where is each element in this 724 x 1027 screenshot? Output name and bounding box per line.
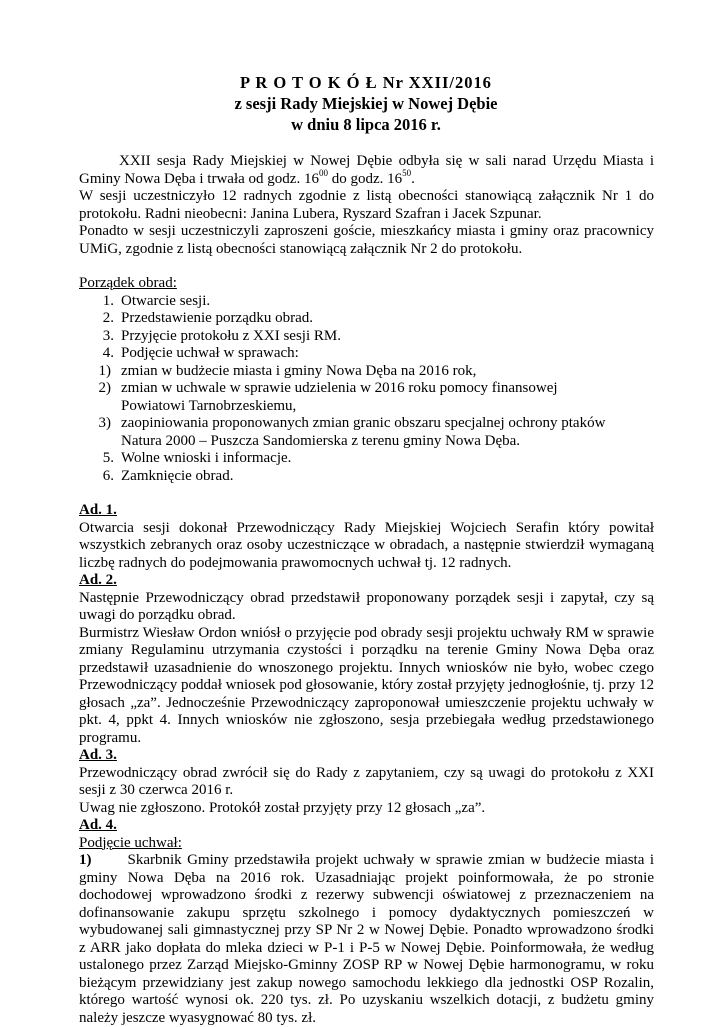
agenda-item: 3. Przyjęcie protokołu z XXI sesji RM. xyxy=(102,327,341,344)
ad4-subheading: Podjęcie uchwał: xyxy=(79,834,182,851)
intro-text-a: XXII sesja Rady Miejskiej w Nowej Dębie odbyła się w sali narad Urzędu Miasta i Gminy Nowa Dęba i trwała od godz. 16 xyxy=(79,153,654,187)
title-line-2: z sesji Rady Miejskiej w Nowej Dębie xyxy=(234,94,498,113)
agenda-item: 5. Wolne wnioski i informacje. xyxy=(102,450,292,466)
agenda-item: 1. Otwarcie sesji. xyxy=(102,292,211,309)
title-line-3: w dniu 8 lipca 2016 r. xyxy=(291,115,441,134)
ad4-item-text: Skarbnik Gminy przedstawiła projekt uchwały w sprawie zmian w budżecie miasta i gminy Nowa Dęba na 2016 rok. Uzasadniając projekt poinformowała, że po stronie dochodowej wprowadzono środki z rezerwy subwencji oświatowej z przeznaczeniem na dofinansowanie zakupu sprzętu szkolnego i pomocy dydaktycznych pomieszczeń w wybudowanej sali gimnastycznej przy SP Nr 2 w Nowej Dębie. Ponadto wprowadzono środki z ARR jako dopłata do mleka dzieci w P-1 i P-5 w Nowej Dębie. Poinformowała, że według ustalonego przez Zarząd Miejsko-Gminny ZOSP RP w Nowej Dębie harmonogramu, w roku bieżącym przewidziany jest zakup nowego samochodu lekkiego dla jednostki OSP Rozalin, którego wartość wynosi ok. 220 tys. zł. Po uzyskaniu wszelkich dotacji, z budżetu gminy należy jeszcze wyasygnować 80 tys. zł. xyxy=(79,852,654,1026)
intro-paragraph-2: W sesji uczestniczyło 12 radnych zgodnie z listą obecności stanowiącą załącznik Nr 1 do protokołu. Radni nieobecni: Janina Lubera, Ryszard Szafran i Jacek Szpunar. xyxy=(79,188,654,222)
ad3-paragraph-1: Przewodniczący obrad zwrócił się do Rady z zapytaniem, czy są uwagi do protokołu z XXI sesji z 30 czerwca 2016 r. xyxy=(79,764,654,798)
ad2-paragraph-1: Następnie Przewodniczący obrad przedstawił proponowany porządek sesji i zapytał, czy są uwagi do porządku obrad. xyxy=(79,589,654,623)
agenda-heading: Porządek obrad: xyxy=(79,275,177,291)
agenda-subitem: 1) zmian w budżecie miasta i gminy Nowa Dęba na 2016 rok, xyxy=(98,362,477,379)
agenda-list xyxy=(79,293,654,486)
intro-text-c: . xyxy=(411,170,415,187)
time-start-minutes: 00 xyxy=(318,167,328,178)
ad3-paragraph-2: Uwag nie zgłoszono. Protokół został przyjęty przy 12 głosach „za”. xyxy=(79,799,486,816)
agenda-subitem: 3) zaopiniowania proponowanych zmian granic obszaru specjalnej ochrony ptaków Natura 2000 – Puszcza Sandomierska z terenu gminy Nowa Dęba. xyxy=(98,415,606,449)
ad2-paragraph-2: Burmistrz Wiesław Ordon wniósł o przyjęcie pod obrady sesji projektu uchwały RM w sprawie zmiany Regulaminu utrzymania czystości i porządku na terenie Gminy Nowa Dęba oraz przedstawił uzasadnienie do wnoszonego projektu. Innych wniosków nie było, wobec czego Przewodniczący poddał wniosek pod głosowanie, który został przyjęty jednogłośnie, tj. przy 12 głosach „za”. Jednocześnie Przewodniczący zaproponował umieszczenie projektu uchwały w pkt. 4, ppkt 4. Innych wniosków nie zgłoszono, sesja przebiegała według przedstawionego programu. xyxy=(79,624,654,746)
agenda-item: 6. Zamknięcie obrad. xyxy=(102,467,234,484)
section-heading-ad1: Ad. 1. xyxy=(79,502,117,518)
title-line-1: P R O T O K Ó Ł Nr XXII/2016 xyxy=(240,73,492,92)
intro-text-b: do godz. 16 xyxy=(327,170,403,187)
intro-paragraph-1 xyxy=(79,153,654,188)
ad1-paragraph: Otwarcia sesji dokonał Przewodniczący Rady Miejskiej Wojciech Serafin który powitał wszystkich zebranych oraz osoby uczestniczące w obradach, a następnie stwierdził wymaganą liczbę radnych do podejmowania prawomocnych uchwał tj. 12 radnych. xyxy=(79,519,654,571)
document-body xyxy=(79,153,654,1027)
document-title xyxy=(0,72,724,135)
section-heading-ad4: Ad. 4. xyxy=(79,817,117,833)
ad4-item-number: 1) xyxy=(79,852,92,868)
section-heading-ad3: Ad. 3. xyxy=(79,747,117,763)
ad4-item-1 xyxy=(79,852,654,1027)
agenda-item: 2. Przedstawienie porządku obrad. xyxy=(102,310,314,326)
agenda-item: 4. Podjęcie uchwał w sprawach: xyxy=(102,345,299,361)
intro-paragraph-3: Ponadto w sesji uczestniczyli zaproszeni goście, mieszkańcy miasta i gminy oraz pracownicy UMiG, zgodnie z listą obecności stanowiącą załącznik Nr 2 do protokołu. xyxy=(79,223,654,257)
time-end-minutes: 50 xyxy=(402,167,412,178)
section-heading-ad2: Ad. 2. xyxy=(79,572,117,588)
agenda-subitem: 2) zmian w uchwale w sprawie udzielenia w 2016 roku pomocy finansowej Powiatowi Tarnobrzeskiemu, xyxy=(98,380,558,414)
